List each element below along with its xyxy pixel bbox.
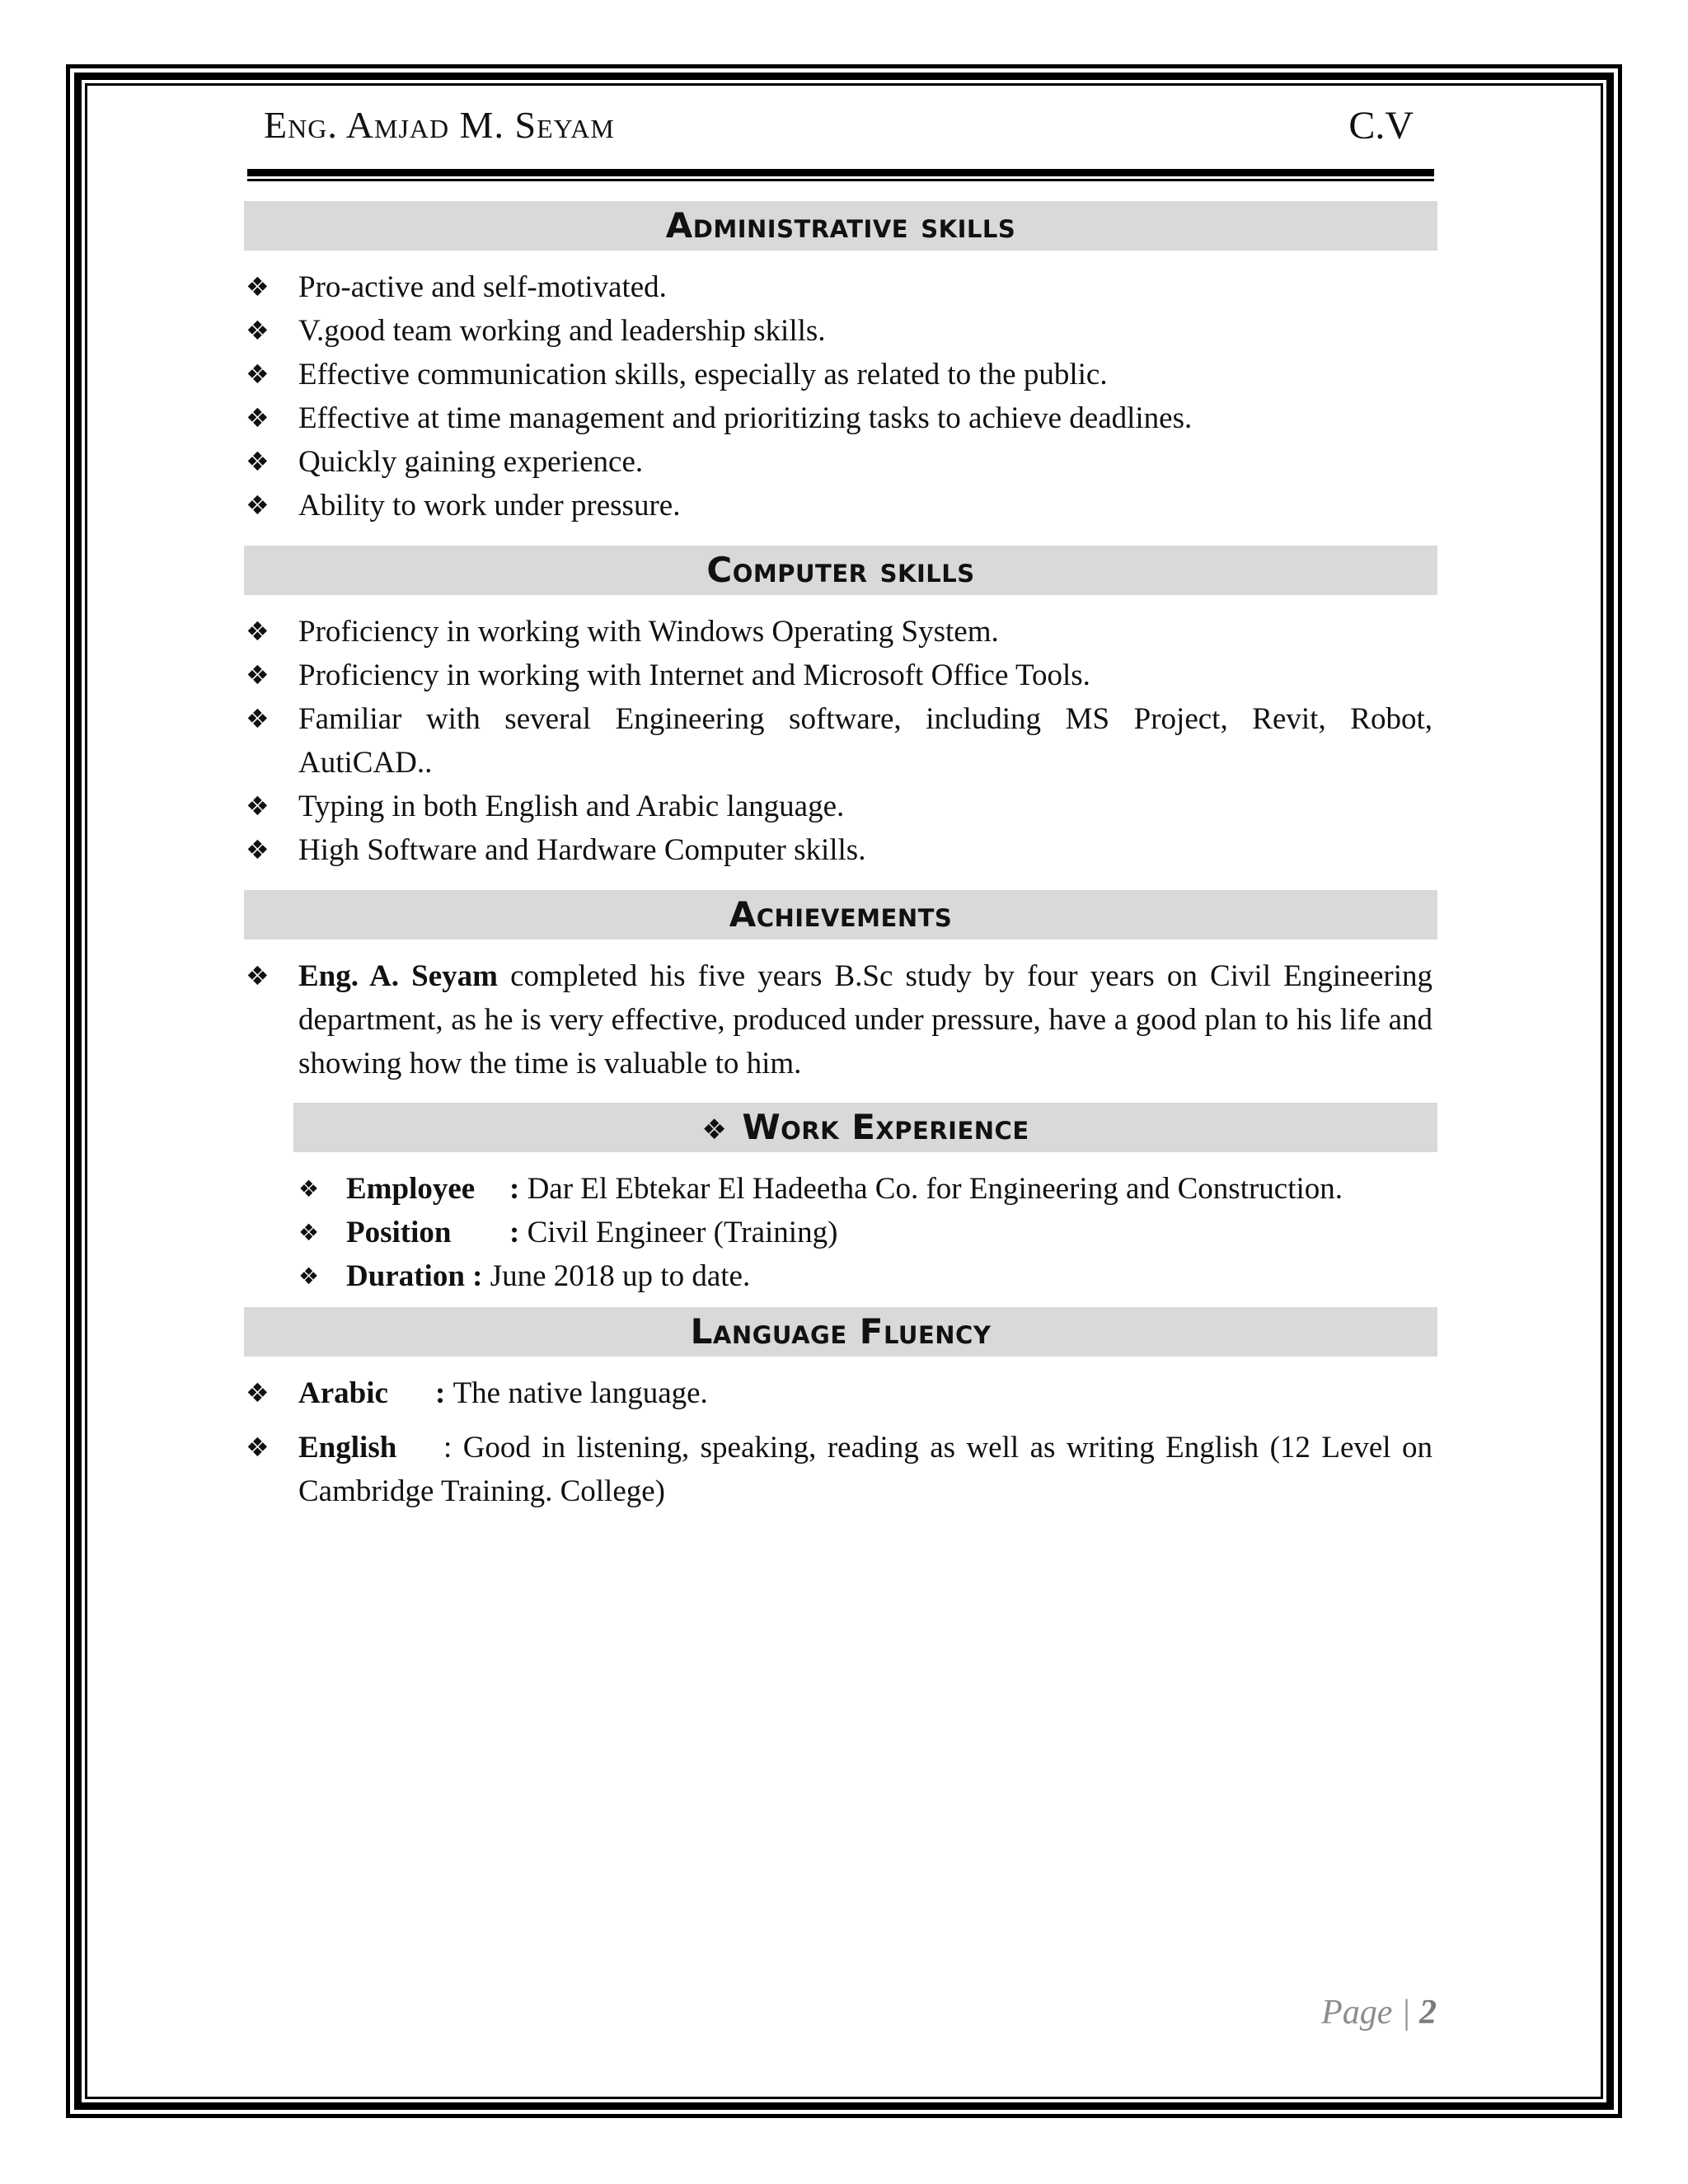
list-item: ❖ Effective at time management and prioritizing tasks to achieve deadlines. — [246, 396, 1432, 440]
list-item: ❖ Eng. A. Seyam completed his five years B.Sc study by four years on Civil Engineering department, as he is very effective, produced under pressure, have a good plan to his life and showing how the time is valuable to him. — [246, 954, 1432, 1085]
administrative-skills-list — [246, 265, 1432, 527]
list-item: ❖ Familiar with several Engineering software, including MS Project, Revit, Robot, AutiCAD.. — [246, 697, 1432, 785]
document-type: C.V — [1348, 104, 1414, 148]
diamond-bullet-icon: ❖ — [246, 834, 270, 865]
language-list — [246, 1371, 1432, 1513]
diamond-bullet-icon: ❖ — [701, 1113, 728, 1146]
achievements-list — [246, 954, 1432, 1085]
section-heading-administrative: Administrative skills — [244, 201, 1437, 251]
diamond-bullet-icon: ❖ — [246, 960, 270, 991]
work-experience-list — [298, 1167, 1452, 1298]
list-item: ❖ Quickly gaining experience. — [246, 440, 1432, 484]
diamond-bullet-icon: ❖ — [298, 1175, 320, 1202]
section-heading-work-experience: ❖ Work Experience — [293, 1103, 1437, 1152]
header — [247, 103, 1434, 152]
header-rule-thick — [247, 169, 1434, 176]
list-item: ❖ Position : Civil Engineer (Training) — [298, 1211, 1452, 1254]
diamond-bullet-icon: ❖ — [246, 271, 270, 302]
diamond-bullet-icon: ❖ — [246, 790, 270, 822]
list-item: ❖ English : Good in listening, speaking, reading as well as writing English (12 Level on Cambridge Training. College) — [246, 1426, 1432, 1513]
diamond-bullet-icon: ❖ — [246, 315, 270, 346]
page-number: Page | 2 — [1321, 1994, 1437, 2032]
list-item: ❖ Pro-active and self-motivated. — [246, 265, 1432, 309]
list-item: ❖ Effective communication skills, especially as related to the public. — [246, 353, 1432, 396]
list-item: ❖ High Software and Hardware Computer skills. — [246, 828, 1432, 872]
list-item: ❖ Arabic : The native language. — [246, 1371, 1432, 1415]
section-heading-achievements: Achievements — [244, 890, 1437, 940]
diamond-bullet-icon: ❖ — [246, 1377, 270, 1408]
diamond-bullet-icon: ❖ — [298, 1219, 320, 1246]
list-item: ❖ Proficiency in working with Windows Operating System. — [246, 610, 1432, 654]
list-item: ❖ Typing in both English and Arabic language. — [246, 785, 1432, 828]
computer-skills-list — [246, 610, 1432, 872]
header-rule-thin — [247, 179, 1434, 181]
diamond-bullet-icon: ❖ — [246, 703, 270, 734]
section-heading-language: Language Fluency — [244, 1307, 1437, 1357]
section-heading-computer: Computer skills — [244, 546, 1437, 595]
list-item: ❖ Ability to work under pressure. — [246, 484, 1432, 527]
diamond-bullet-icon: ❖ — [298, 1263, 320, 1290]
diamond-bullet-icon: ❖ — [246, 402, 270, 434]
list-item: ❖ Duration : June 2018 up to date. — [298, 1254, 1452, 1298]
diamond-bullet-icon: ❖ — [246, 616, 270, 647]
diamond-bullet-icon: ❖ — [246, 446, 270, 477]
diamond-bullet-icon: ❖ — [246, 659, 270, 691]
diamond-bullet-icon: ❖ — [246, 359, 270, 390]
list-item: ❖ V.good team working and leadership skills. — [246, 309, 1432, 353]
list-item: ❖ Proficiency in working with Internet and Microsoft Office Tools. — [246, 654, 1432, 697]
author-name: Eng. Amjad M. Seyam — [264, 104, 615, 146]
diamond-bullet-icon: ❖ — [246, 1432, 270, 1463]
diamond-bullet-icon: ❖ — [246, 490, 270, 521]
list-item: ❖ Employee : Dar El Ebtekar El Hadeetha Co. for Engineering and Construction. — [298, 1167, 1452, 1211]
